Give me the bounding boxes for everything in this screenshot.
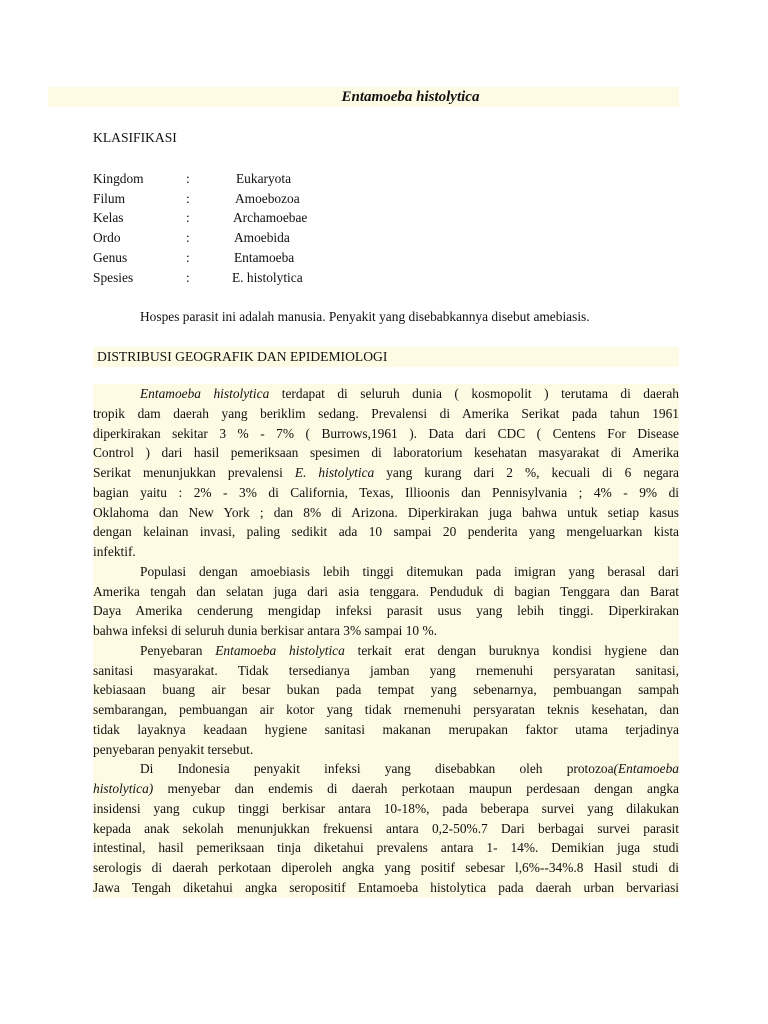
klasifikasi-colon: : xyxy=(186,171,190,186)
paragraph-line: diperkirakan sekitar 3 % - 7% ( Burrows,1961 ). Data dari CDC ( Centens For Disease xyxy=(93,424,679,444)
klasifikasi-colon: : xyxy=(186,230,190,245)
page-title-text: Entamoeba histolytica xyxy=(341,89,480,105)
paragraph-line: dengan kelainan invasi, paling sedikit ada 10 sampai 20 penderita yang mengeluarkan kista xyxy=(93,522,679,542)
paragraph-line xyxy=(93,384,679,404)
klasifikasi-label: Filum xyxy=(93,191,125,206)
italic-term: E. histolytica xyxy=(294,465,375,480)
distribusi-heading: DISTRIBUSI GEOGRAFIK DAN EPIDEMIOLOGI xyxy=(93,347,679,367)
klasifikasi-label: Spesies xyxy=(93,270,134,285)
paragraph-line xyxy=(93,641,679,661)
paragraph-line xyxy=(93,779,679,799)
klasifikasi-label: Genus xyxy=(93,250,128,265)
klasifikasi-value: Archamoebae xyxy=(233,210,308,225)
paragraph-line: Oklahoma dan New York ; dan 8% di Arizona. Diperkirakan juga bahwa untuk setiap kasus xyxy=(93,503,679,523)
body-text xyxy=(93,384,679,898)
paragraph-line: sanitasi masyarakat. Tidak tersedianya jamban yang rnemenuhi persyaratan sanitasi, xyxy=(93,661,679,681)
klasifikasi-colon: : xyxy=(186,270,190,285)
paragraph-line: Populasi dengan amoebiasis lebih tinggi ditemukan pada imigran yang berasal dari xyxy=(93,562,679,582)
klasifikasi-label: Kingdom xyxy=(93,171,144,186)
paragraph-line: penyebaran penyakit tersebut. xyxy=(93,740,679,760)
klasifikasi-heading: KLASIFIKASI xyxy=(93,130,177,145)
italic-term: histolytica) xyxy=(93,781,154,796)
paragraph-line: Jawa Tengah diketahui angka seropositif Entamoeba histolytica pada daerah urban bervariasi xyxy=(93,878,679,898)
paragraph-line: infektif. xyxy=(93,542,679,562)
klasifikasi-value: Amoebozoa xyxy=(235,191,300,206)
paragraph-line: Daya Amerika cenderung mengidap infeksi parasit usus yang lebih tinggi. Diperkirakan xyxy=(93,601,679,621)
paragraph-line: tropik dam daerah yang beriklim sedang. Prevalensi di Amerika Serikat pada tahun 1961 xyxy=(93,404,679,424)
paragraph-line: intestinal, hasil pemeriksaan tinja diketahui prevalens antara 1- 14%. Demikian juga studi xyxy=(93,838,679,858)
klasifikasi-colon: : xyxy=(186,191,190,206)
paragraph-line: bahwa infeksi di seluruh dunia berkisar antara 3% sampai 10 %. xyxy=(93,621,679,641)
line-text: Di Indonesia penyakit infeksi yang disebabkan oleh protozoa xyxy=(140,761,614,777)
paragraph-line xyxy=(93,463,679,483)
paragraph-line: tidak layaknya keadaan hygiene sanitasi makanan merupakan faktor utama terjadinya xyxy=(93,720,679,740)
line-text: Penyebaran xyxy=(140,642,216,658)
klasifikasi-colon: : xyxy=(186,210,190,225)
klasifikasi-colon: : xyxy=(186,250,190,265)
paragraph-line: serologis di daerah perkotaan diperoleh angka yang positif sebesar l,6%--34%.8 Hasil studi di xyxy=(93,858,679,878)
line-text: yang kurang dari 2 %, kecuali di 6 negara xyxy=(374,465,679,480)
klasifikasi-value: Amoebida xyxy=(234,230,290,245)
paragraph-line: insidensi yang cukup tinggi berkisar antara 10-18%, pada beberapa survei yang dilakukan xyxy=(93,799,679,819)
klasifikasi-label: Ordo xyxy=(93,230,121,245)
italic-term: Entamoeba histolytica xyxy=(215,642,345,658)
paragraph-line: bagian yaitu : 2% - 3% di California, Texas, Illioonis dan Pennisylvania ; 4% - 9% di xyxy=(93,483,679,503)
paragraph-line: kepada anak sekolah menunjukkan frekuensi antara 0,2-50%.7 Dari berbagai survei parasit xyxy=(93,819,679,839)
italic-term: Entamoeba histolytica xyxy=(140,386,270,401)
line-text: menyebar dan endemis di daerah perkotaan maupun perdesaan dengan angka xyxy=(153,781,679,796)
line-text: Serikat menunjukkan prevalensi xyxy=(93,465,295,480)
klasifikasi-value: Eukaryota xyxy=(236,171,292,186)
paragraph-line: kebiasaan buang air besar bukan pada tempat yang sebenarnya, pembuangan sampah xyxy=(93,680,679,700)
paragraph-line: Amerika tengah dan selatan juga dari asia tenggara. Penduduk di bagian Tenggara dan Barat xyxy=(93,582,679,602)
hospes-sentence: Hospes parasit ini adalah manusia. Penyakit yang disebabkannya disebut amebiasis. xyxy=(140,309,590,324)
page-title xyxy=(48,87,679,107)
paragraph-line: sembarangan, pembuangan air kotor yang tidak rnemenuhi persyaratan teknis kesehatan, dan xyxy=(93,700,679,720)
klasifikasi-value: E. histolytica xyxy=(232,270,303,285)
paragraph-line: Control ) dari hasil pemeriksaan spesimen di laboratorium kesehatan masyarakat di Amerika xyxy=(93,443,679,463)
line-text: terdapat di seluruh dunia ( kosmopolit ) terutama di daerah xyxy=(269,386,679,401)
italic-term: (Entamoeba xyxy=(613,761,679,777)
klasifikasi-label: Kelas xyxy=(93,210,124,225)
line-text: terkait erat dengan buruknya kondisi hygiene dan xyxy=(344,642,679,658)
klasifikasi-value: Entamoeba xyxy=(234,250,295,265)
paragraph-line xyxy=(93,759,679,779)
